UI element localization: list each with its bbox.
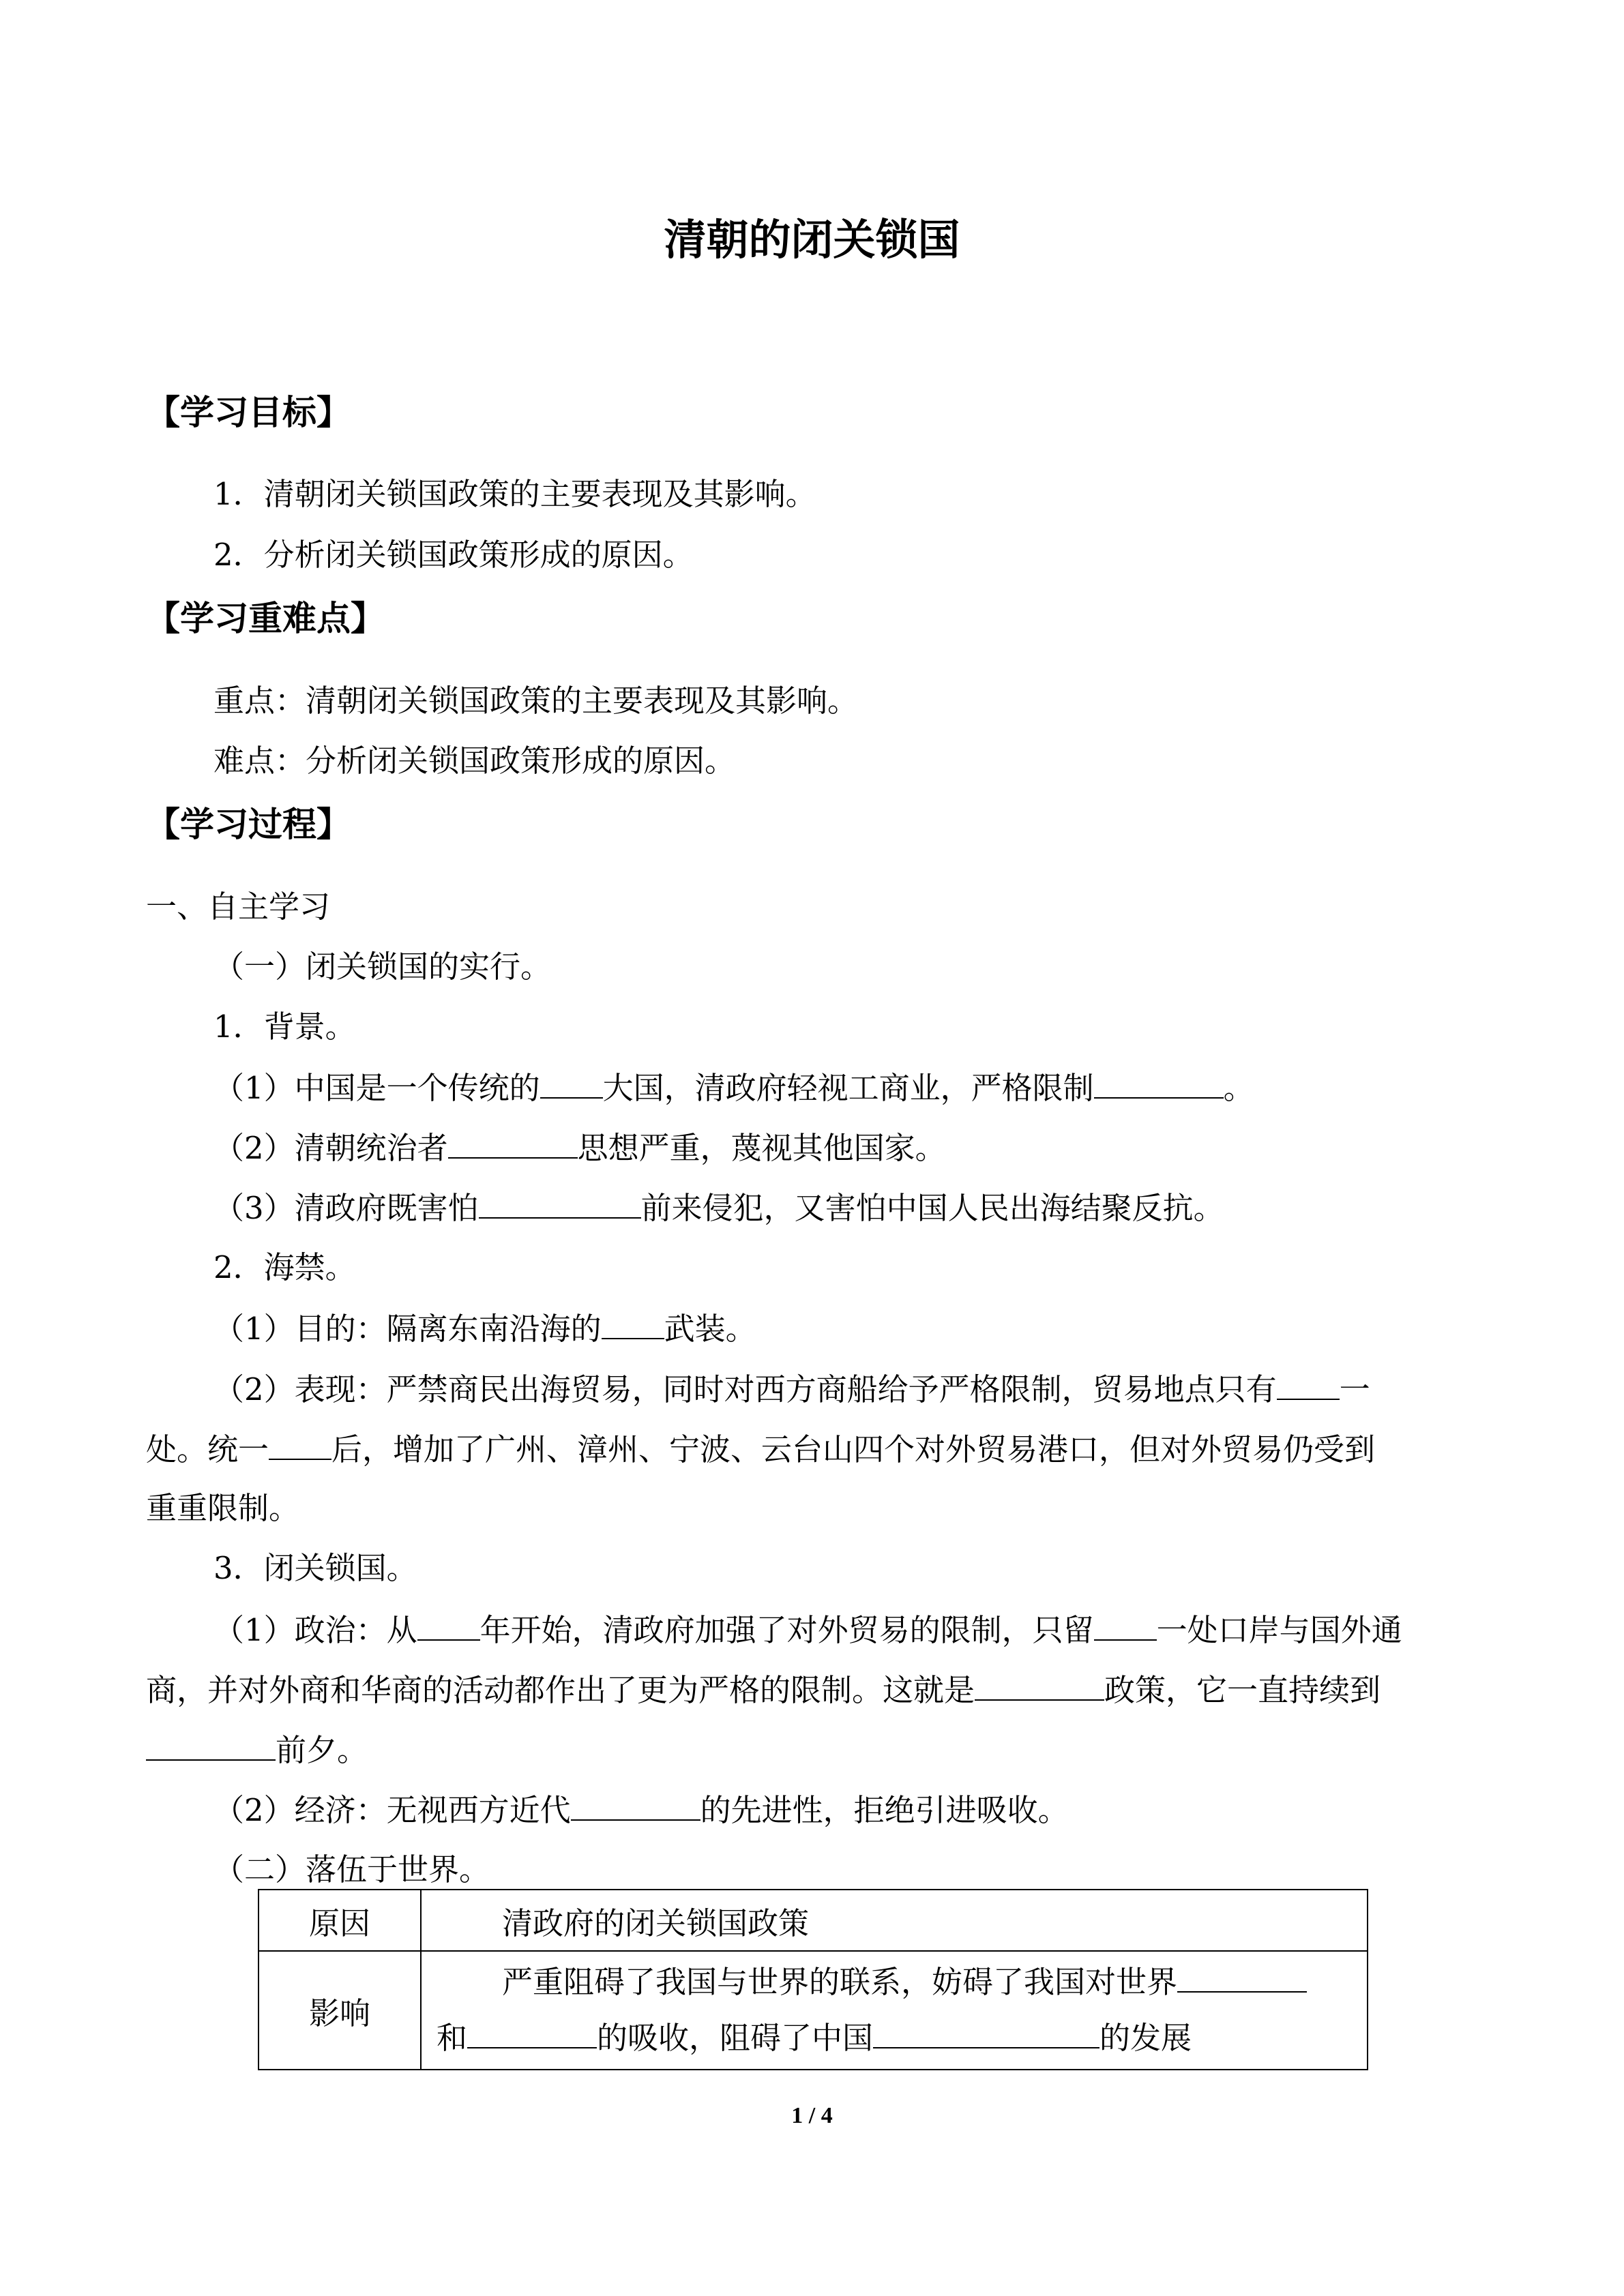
table-row (259, 1890, 1368, 1951)
subheading-implementation: （一）闭关锁国的实行。 (213, 949, 552, 985)
influence-line-2: 和 的吸收，阻碍了中国 的发展 (437, 2010, 1353, 2066)
fill-blank[interactable] (269, 1428, 331, 1460)
fill-blank[interactable] (146, 1729, 276, 1761)
goal-item-2: 2．分析闭关锁国政策形成的原因。 (213, 537, 694, 573)
section-heading-process: 【学习过程】 (146, 805, 351, 844)
background-line-2: （2）清朝统治者 思想严重，蔑视其他国家。 (213, 1127, 946, 1169)
key-point-focus: 重点：清朝闭关锁国政策的主要表现及其影响。 (213, 683, 859, 719)
haijin-manifestation-line-2: 处。统一 后，增加了广州、漳州、宁波、云台山四个对外贸易港口，但对外贸易仍受到 (146, 1428, 1375, 1470)
fill-blank[interactable] (479, 1187, 641, 1219)
closed-door-politics-line-3: 前夕。 (146, 1729, 368, 1771)
cause-effect-table (258, 1889, 1368, 2070)
fill-blank[interactable] (1094, 1609, 1157, 1641)
haijin-manifestation-line-3: 重重限制。 (146, 1490, 300, 1526)
section-heading-key-points: 【学习重难点】 (146, 599, 385, 638)
influence-line-1: 严重阻碍了我国与世界的联系，妨碍了我国对世界 (437, 1954, 1353, 2010)
cause-content: 清政府的闭关锁国政策 (421, 1890, 1368, 1951)
closed-door-economy: （2）经济：无视西方近代 的先进性，拒绝引进吸收。 (213, 1789, 1069, 1831)
background-line-3: （3）清政府既害怕 前来侵犯，又害怕中国人民出海结聚反抗。 (213, 1187, 1224, 1229)
haijin-purpose: （1）目的：隔离东南沿海的 武装。 (213, 1307, 756, 1350)
fill-blank[interactable] (975, 1669, 1104, 1701)
cause-label: 原因 (259, 1890, 421, 1951)
haijin-manifestation-line-1: （2）表现：严禁商民出海贸易，同时对西方商船给予严格限制，贸易地点只有 一 (213, 1368, 1370, 1410)
fill-blank[interactable] (602, 1307, 664, 1339)
item-background-title: 1．背景。 (213, 1009, 356, 1045)
fill-blank[interactable] (1177, 1960, 1307, 1993)
fill-blank[interactable] (467, 2016, 597, 2048)
fill-blank[interactable] (417, 1609, 480, 1641)
part-heading-self-study: 一、自主学习 (146, 889, 331, 925)
fill-blank[interactable] (873, 2016, 1099, 2048)
item-closed-door-title: 3．闭关锁国。 (213, 1550, 417, 1586)
influence-label: 影响 (259, 1951, 421, 2070)
table-row (259, 1951, 1368, 2070)
page-number: 1 / 4 (791, 2103, 833, 2128)
item-haijin-title: 2．海禁。 (213, 1249, 356, 1285)
subheading-falling-behind: （二）落伍于世界。 (213, 1851, 490, 1888)
section-heading-goals: 【学习目标】 (146, 393, 351, 432)
fill-blank[interactable] (1094, 1067, 1224, 1099)
fill-blank[interactable] (1277, 1368, 1340, 1400)
background-line-1: （1）中国是一个传统的 大国，清政府轻视工商业，严格限制 。 (213, 1067, 1254, 1109)
goal-item-1: 1．清朝闭关锁国政策的主要表现及其影响。 (213, 476, 816, 512)
fill-blank[interactable] (571, 1789, 700, 1821)
fill-blank[interactable] (448, 1127, 578, 1159)
fill-blank[interactable] (540, 1067, 603, 1099)
page-title: 清朝的闭关锁国 (664, 215, 960, 265)
closed-door-politics-line-1: （1）政治：从 年开始，清政府加强了对外贸易的限制，只留 一处口岸与国外通 (213, 1609, 1402, 1651)
key-point-difficulty: 难点：分析闭关锁国政策形成的原因。 (213, 743, 736, 779)
closed-door-politics-line-2: 商，并对外商和华商的活动都作出了更为严格的限制。这就是 政策，它一直持续到 (146, 1669, 1381, 1711)
influence-content (421, 1951, 1368, 2070)
